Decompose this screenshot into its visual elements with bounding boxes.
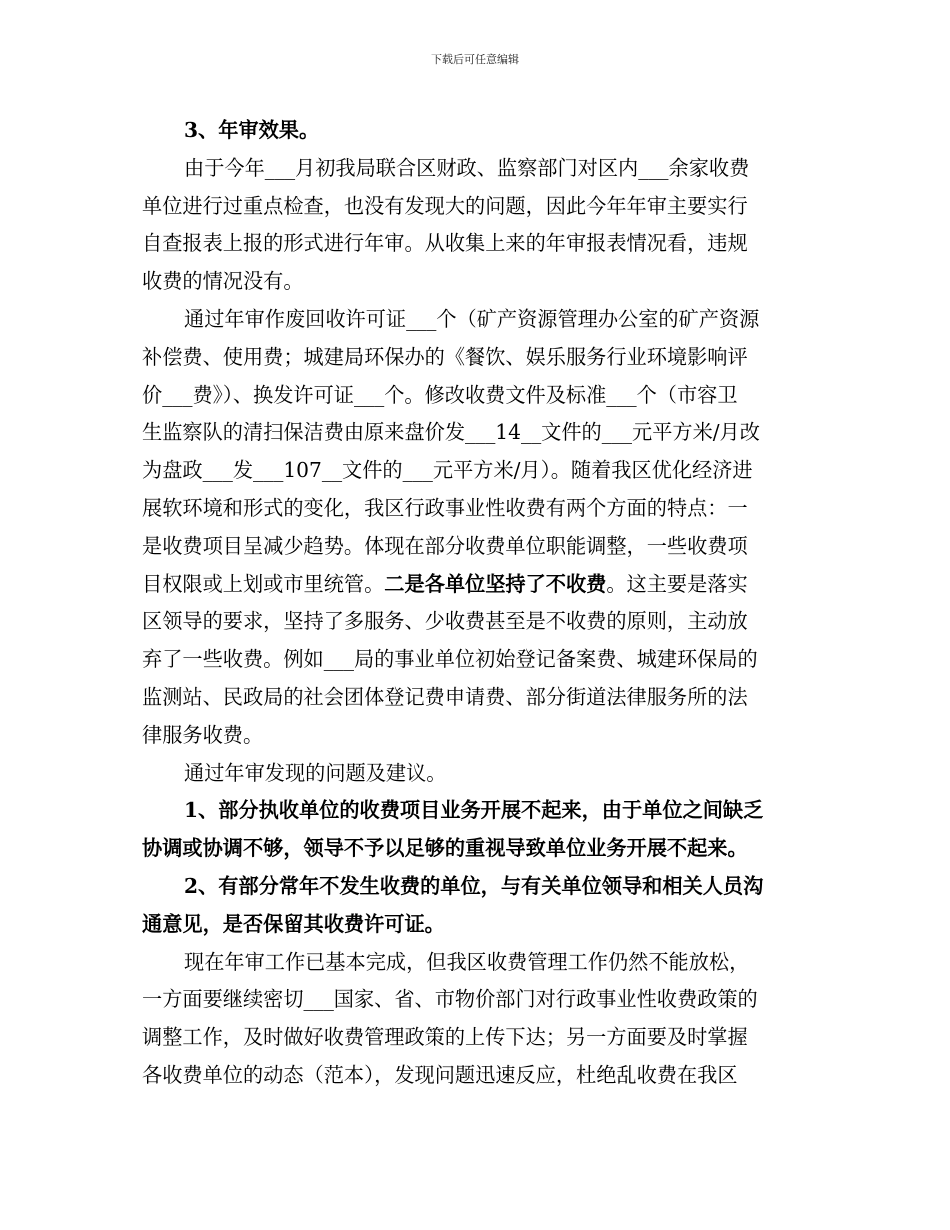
text-line bbox=[142, 566, 812, 604]
text-line: 通过年审作废回收许可证___个（矿产资源管理办公室的矿产资源 bbox=[184, 306, 760, 331]
text-line: 区领导的要求，坚持了多服务、少收费甚至是不收费的原则，主动放 bbox=[142, 609, 748, 634]
text-line: 为盘政___发___107__文件的___元平方米/月）。随着我区优化经济进 bbox=[142, 458, 753, 483]
text-line: 一方面要继续密切___国家、省、市物价部门对行政事业性收费政策的 bbox=[142, 987, 758, 1012]
text-line: 现在年审工作已基本完成，但我区收费管理工作仍然不能放松， bbox=[184, 949, 750, 974]
text-line: 自查报表上报的形式进行年审。从收集上来的年审报表情况看，违规 bbox=[142, 231, 748, 256]
text-segment: 目权限或上划或市里统管。 bbox=[142, 571, 385, 596]
bold-text-segment: 二是各单位坚持了不收费 bbox=[384, 571, 607, 596]
text-segment: 。这主要是落实 bbox=[606, 571, 748, 596]
text-line: 协调或协调不够，领导不予以足够的重视导致单位业务开展不起来。 bbox=[142, 836, 748, 861]
text-line: 监测站、民政局的社会团体登记费申请费、部分街道法律服务所的法 bbox=[142, 684, 748, 709]
text-line: 生监察队的清扫保洁费由原来盘价发___14__文件的___元平方米/月改 bbox=[142, 420, 760, 445]
text-line: 补偿费、使用费；城建局环保办的《餐饮、娱乐服务行业环境影响评 bbox=[142, 344, 748, 369]
text-line: 展软环境和形式的变化，我区行政事业性收费有两个方面的特点：一 bbox=[142, 495, 748, 520]
text-line: 2、有部分常年不发生收费的单位，与有关单位领导和相关人员沟 bbox=[184, 873, 764, 898]
text-line: 通过年审发现的问题及建议。 bbox=[184, 760, 447, 785]
text-line: 3、年审效果。 bbox=[184, 118, 320, 142]
text-line: 单位进行过重点检查，也没有发现大的问题，因此今年年审主要实行 bbox=[142, 193, 748, 218]
text-line: 价___费》）、换发许可证___个。修改收费文件及标准___个（市容卫 bbox=[142, 382, 738, 407]
text-line: 调整工作，及时做好收费管理政策的上传下达；另一方面要及时掌握 bbox=[142, 1025, 748, 1050]
text-line: 律服务收费。 bbox=[142, 722, 264, 747]
text-line: 1、部分执收单位的收费项目业务开展不起来，由于单位之间缺乏 bbox=[184, 798, 764, 823]
text-line: 通意见，是否保留其收费许可证。 bbox=[142, 911, 445, 936]
text-line: 由于今年___月初我局联合区财政、监察部门对区内___余家收费 bbox=[184, 155, 750, 180]
document-body bbox=[142, 112, 812, 1095]
text-line: 弃了一些收费。例如___局的事业单位初始登记备案费、城建环保局的 bbox=[142, 647, 758, 672]
text-line: 是收费项目呈减少趋势。体现在部分收费单位职能调整，一些收费项 bbox=[142, 533, 748, 558]
text-line: 收费的情况没有。 bbox=[142, 269, 304, 294]
text-line: 各收费单位的动态（范本），发现问题迅速反应，杜绝乱收费在我区 bbox=[142, 1062, 738, 1087]
page-header: 下载后可任意编辑 bbox=[431, 53, 519, 66]
